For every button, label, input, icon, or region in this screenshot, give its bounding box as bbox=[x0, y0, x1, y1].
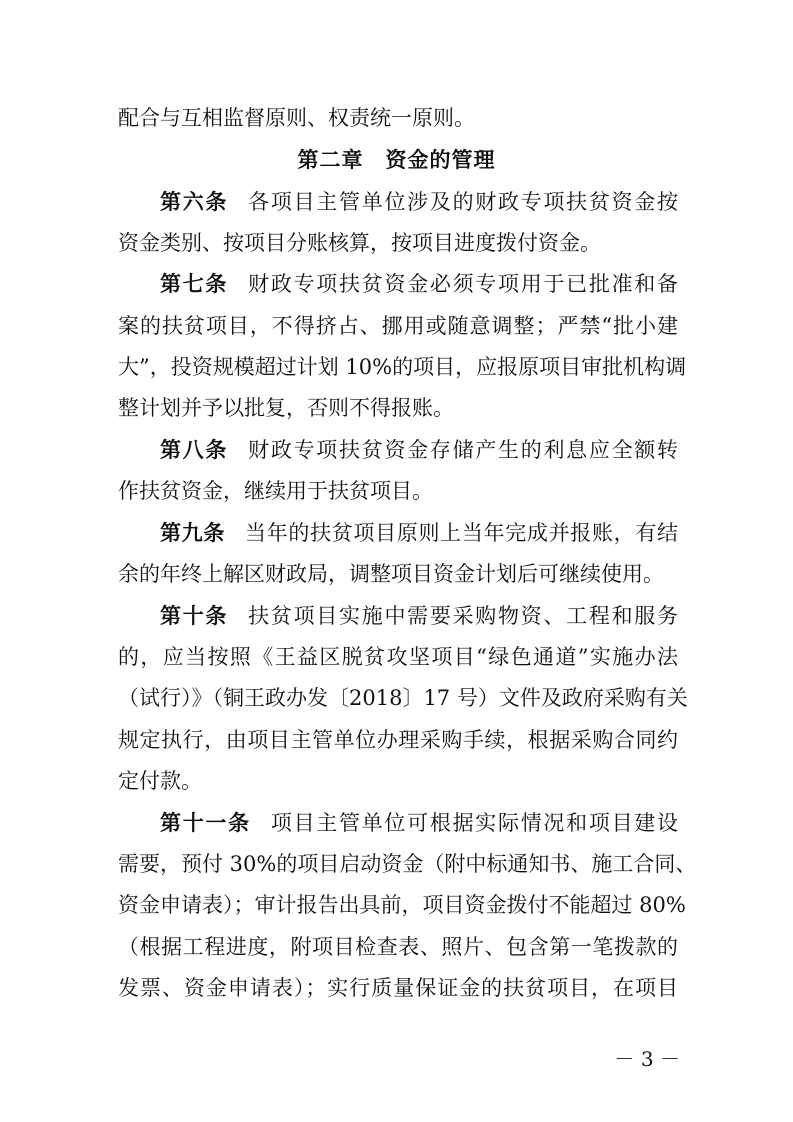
article-10-first-line bbox=[160, 602, 678, 630]
line-text: 财政专项扶贫资金存储产生的利息应全额转 bbox=[248, 438, 679, 462]
text-line-continuation bbox=[118, 104, 678, 132]
article-7-first-line bbox=[160, 270, 678, 298]
text-line bbox=[118, 353, 687, 381]
text-line bbox=[118, 933, 678, 961]
line-text: 各项目主管单位涉及的财政专项扶贫资金按 bbox=[248, 190, 679, 214]
line-text: 案的扶贫项目，不得挤占、挪用或随意调整；严禁“批小建 bbox=[118, 314, 678, 338]
text-line bbox=[118, 312, 678, 340]
text-line bbox=[118, 477, 678, 505]
article-8-first-line bbox=[160, 436, 678, 464]
line-text: 需要，预付 30%的项目启动资金（附中标通知书、施工合同、 bbox=[118, 852, 697, 876]
article-6-first-line bbox=[160, 188, 678, 216]
line-text: 的，应当按照《王益区脱贫攻坚项目“绿色通道”实施办法 bbox=[118, 645, 678, 669]
article-10-label: 第十条 bbox=[160, 604, 229, 628]
line-text: 规定执行，由项目主管单位办理采购手续，根据采购合同约 bbox=[118, 728, 678, 752]
line-text: 定付款。 bbox=[118, 769, 202, 793]
text-line bbox=[118, 560, 678, 588]
text-line bbox=[118, 394, 678, 422]
text-line bbox=[118, 726, 678, 754]
line-text: （试行）》（铜王政办发〔2018〕17 号）文件及政府采购有关 bbox=[118, 686, 688, 710]
line-text: 财政专项扶贫资金必须专项用于已批准和备 bbox=[248, 272, 679, 296]
text-line bbox=[118, 850, 697, 878]
article-11-first-line bbox=[160, 809, 678, 837]
page-number: － 3 － bbox=[614, 1047, 680, 1071]
line-text: 整计划并予以批复，否则不得报账。 bbox=[118, 396, 454, 420]
line-text: 项目主管单位可根据实际情况和项目建设 bbox=[270, 811, 679, 835]
article-9-first-line bbox=[160, 519, 678, 547]
line-text: 作扶贫资金，继续用于扶贫项目。 bbox=[118, 479, 433, 503]
line-text: 扶贫项目实施中需要采购物资、工程和服务 bbox=[248, 604, 679, 628]
line-text: 余的年终上解区财政局，调整项目资金计划后可继续使用。 bbox=[118, 562, 664, 586]
line-text: （根据工程进度，附项目检查表、照片、包含第一笔拨款的 bbox=[118, 935, 678, 959]
text-line bbox=[118, 684, 688, 712]
line-text: 大”，投资规模超过计划 10%的项目，应报原项目审批机构调 bbox=[118, 355, 687, 379]
text-line bbox=[118, 229, 678, 257]
text-line bbox=[118, 891, 686, 919]
line-text: 配合与互相监督原则、权责统一原则。 bbox=[118, 106, 475, 130]
line-text: 资金申请表）；审计报告出具前，项目资金拨付不能超过 80% bbox=[118, 893, 686, 917]
chapter-heading: 第二章 资金的管理 bbox=[297, 148, 496, 172]
article-6-label: 第六条 bbox=[160, 190, 229, 214]
text-line bbox=[118, 974, 678, 1002]
line-text: 发票、资金申请表）；实行质量保证金的扶贫项目，在项目 bbox=[118, 976, 678, 1000]
line-text: 资金类别、按项目分账核算，按项目进度拨付资金。 bbox=[118, 231, 601, 255]
line-text: 当年的扶贫项目原则上当年完成并报账，有结 bbox=[245, 521, 678, 545]
article-8-label: 第八条 bbox=[160, 438, 229, 462]
article-11-label: 第十一条 bbox=[160, 811, 251, 835]
text-line bbox=[118, 643, 678, 671]
article-9-label: 第九条 bbox=[160, 521, 226, 545]
article-7-label: 第七条 bbox=[160, 272, 229, 296]
text-line bbox=[118, 767, 678, 795]
